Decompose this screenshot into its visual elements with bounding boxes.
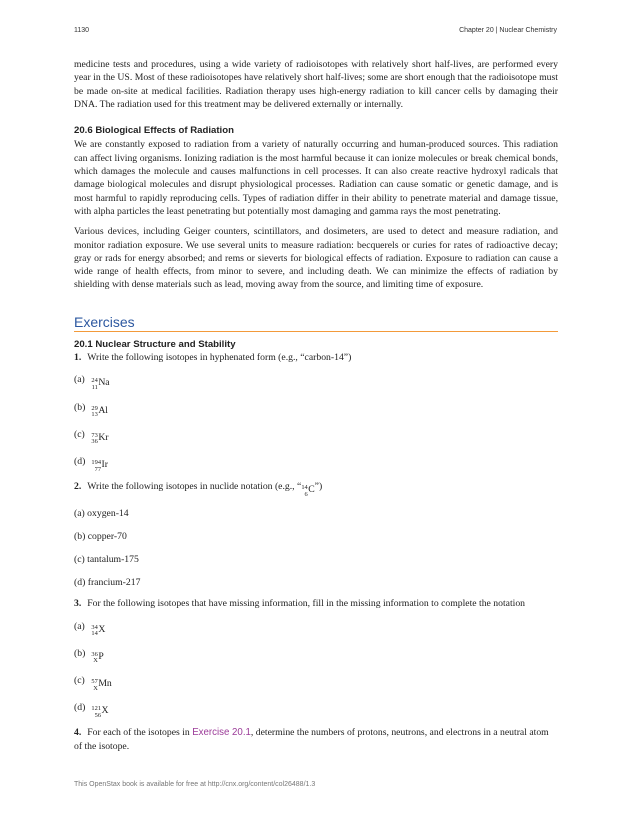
item-label: (b) <box>74 401 86 413</box>
q1-item-a <box>74 372 558 391</box>
question-text: For each of the isotopes in <box>87 727 193 739</box>
item-label: (c) <box>74 674 85 686</box>
question-number: 4. <box>74 727 82 739</box>
exercises-subsection: 20.1 Nuclear Structure and Stability <box>74 339 236 351</box>
q3-item-d <box>74 700 558 719</box>
element-symbol: Al <box>98 404 108 416</box>
item-label: (a) <box>74 374 85 386</box>
page-content <box>74 58 558 753</box>
nuclide-notation <box>91 652 103 665</box>
mass-number: 24 <box>91 377 98 385</box>
mass-number: 121 <box>91 705 102 713</box>
mass-number: 36 <box>91 650 98 658</box>
question-text: For the following isotopes that have missing information, fill in the missing information to complete the notation <box>87 598 526 610</box>
question-2 <box>74 480 558 498</box>
nuclide-notation <box>91 433 108 446</box>
atomic-number: 56 <box>94 711 102 719</box>
exercises-heading: Exercises <box>74 316 558 332</box>
question-number: 3. <box>74 598 82 610</box>
element-symbol: Kr <box>98 431 109 443</box>
question-text-end: , determine the numbers of protons, neutrons, and electrons in a neutral atom of the isotope. <box>74 727 549 752</box>
intro-paragraph: medicine tests and procedures, using a wide variety of radioisotopes with relatively short half-lives, are performed every year in the US. Most of these radioisotopes have relatively short half-lives; some are short enough that the radioisotope must be made on-site at medical facilities. Radiation therapy uses high-energy radiation to kill cancer cells by damaging their DNA. The radiation used for this treatment may be delivered externally or internally. <box>74 59 558 110</box>
question-number: 2. <box>74 481 82 493</box>
q3-item-a <box>74 619 558 638</box>
q1-item-c <box>74 427 558 446</box>
mass-number: 57 <box>91 677 98 685</box>
q3-item-b <box>74 646 558 665</box>
item-label: (d) <box>74 702 86 714</box>
item-label: (c) <box>74 428 85 440</box>
question-3 <box>74 597 558 610</box>
q2-item-b: (b) copper-70 <box>74 531 127 543</box>
item-label: (d) <box>74 455 86 467</box>
atomic-number: 14 <box>91 630 98 638</box>
section-heading: 20.6 Biological Effects of Radiation <box>74 125 234 137</box>
element-symbol: Ir <box>101 458 108 470</box>
section-paragraph-1: We are constantly exposed to radiation from a variety of naturally occurring and human-produced sources. This radiation can affect living organisms. Ionizing radiation is the most harmful because it can ionize molecules or break chemical bonds, which damages the molecule and causes malfunctions in cell processes. It can also create reactive hydroxyl radicals that damage biological molecules and disrupt physiological processes. Radiation can cause somatic or genetic damage, and is most harmful to rapidly reproducing cells. Types of radiation differ in their ability to penetrate material and damage tissue, with alpha particles the least penetrating but potentially most damaging and gamma rays the most penetrating. <box>74 139 558 217</box>
nuclide-notation <box>91 706 108 719</box>
atomic-number: 13 <box>91 411 98 419</box>
q2-item-c: (c) tantalum-175 <box>74 554 139 566</box>
section-paragraph-2: Various devices, including Geiger counters, scintillators, and dosimeters, are used to detect and measure radiation, and monitor radiation exposure. We use several units to measure radiation: becquerels or curies for rates of radioactive decay; gray or rads for energy absorbed; and rems or sieverts for biological effects of radiation. Exposure to radiation can cause a wide range of health effects, from minor to severe, and including death. We can minimize the effects of radiation by shielding with dense materials such as lead, moving away from the source, and limiting time of exposure. <box>74 226 558 291</box>
mass-number: 14 <box>301 484 308 492</box>
mass-number: 194 <box>91 458 102 466</box>
item-label: (a) <box>74 620 85 632</box>
mass-number: 73 <box>91 431 98 439</box>
question-text: Write the following isotopes in hyphenated form (e.g., “carbon-14”) <box>87 352 352 364</box>
page-number: 1130 <box>74 27 90 34</box>
question-number: 1. <box>74 352 82 364</box>
footer-note: This OpenStax book is available for free at http://cnx.org/content/col26488/1.3 <box>74 781 316 788</box>
question-4 <box>74 726 558 753</box>
element-symbol: C <box>308 484 315 496</box>
atomic-number: 6 <box>304 490 308 498</box>
element-symbol: X <box>98 623 106 635</box>
element-symbol: Mn <box>98 677 112 689</box>
atomic-number: X <box>93 657 98 665</box>
item-label: (b) <box>74 647 86 659</box>
element-symbol: P <box>98 650 104 662</box>
q2-item-a: (a) oxygen-14 <box>74 508 129 520</box>
mass-number: 29 <box>91 404 98 412</box>
question-1 <box>74 351 558 364</box>
atomic-number: 36 <box>91 438 98 446</box>
question-text-end: ”) <box>314 481 323 493</box>
q3-item-c <box>74 673 558 692</box>
nuclide-notation <box>91 378 109 391</box>
q1-item-d <box>74 454 558 473</box>
mass-number: 34 <box>91 623 98 631</box>
exercise-link[interactable]: Exercise 20.1 <box>192 727 251 739</box>
chapter-header: Chapter 20 | Nuclear Chemistry <box>459 27 557 34</box>
element-symbol: Na <box>98 377 110 389</box>
nuclide-notation <box>91 406 108 419</box>
element-symbol: X <box>101 705 109 717</box>
atomic-number: 11 <box>91 383 98 391</box>
q2-item-d: (d) francium-217 <box>74 577 141 589</box>
nuclide-notation <box>91 625 105 638</box>
nuclide-example <box>301 485 314 498</box>
nuclide-notation <box>91 460 108 473</box>
atomic-number: X <box>93 684 98 692</box>
atomic-number: 77 <box>94 465 102 473</box>
nuclide-notation <box>91 679 111 692</box>
question-text: Write the following isotopes in nuclide notation (e.g., “ <box>87 481 302 493</box>
q1-item-b <box>74 400 558 419</box>
